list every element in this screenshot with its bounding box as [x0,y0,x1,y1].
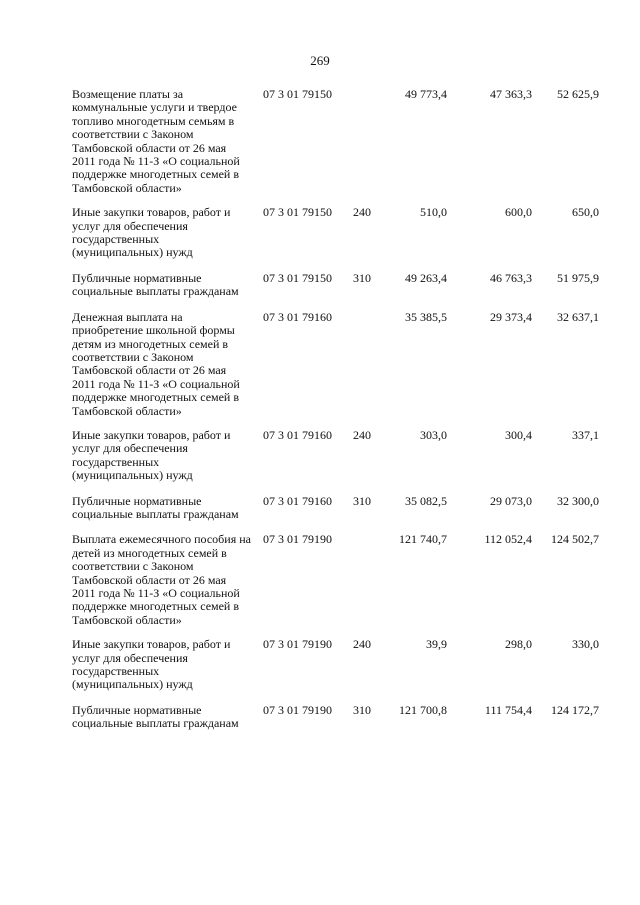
row-expense-type: 240 [353,205,371,220]
row-name: Выплата ежемесячного пособия на детей из многодетных семей в соответствии с Законом Тамбовской области от 26 мая 2011 года № 11-З «О социальной поддержке многодетных семей в Тамбовской области» [72,532,251,627]
row-value-1: 121 740,7 [399,532,447,547]
table-row [72,206,612,260]
row-value-3: 51 975,9 [557,270,599,285]
row-code: 07 3 01 79160 [263,427,332,442]
row-value-2: 46 763,3 [490,270,532,285]
row-code: 07 3 01 79150 [263,270,332,285]
row-code: 07 3 01 79150 [263,87,332,101]
table-row [72,88,612,195]
page-number: 269 [310,53,330,68]
row-name: Иные закупки товаров, работ и услуг для обеспечения государственных (муниципальных) нужд [72,427,231,483]
row-value-3: 330,0 [572,637,599,652]
row-name: Публичные нормативные социальные выплаты гражданам [72,702,239,731]
row-value-2: 112 052,4 [484,532,532,547]
row-value-3: 32 300,0 [557,493,599,508]
row-value-3: 52 625,9 [557,87,599,101]
table-row [72,311,612,418]
row-value-3: 650,0 [572,205,599,220]
row-name: Иные закупки товаров, работ и услуг для обеспечения государственных (муниципальных) нужд [72,637,231,692]
row-expense-type: 240 [353,427,371,442]
row-value-1: 49 263,4 [405,270,447,285]
row-code: 07 3 01 79160 [263,309,332,324]
table-row [72,704,612,731]
row-value-2: 111 754,4 [484,702,532,717]
row-value-1: 510,0 [420,205,447,220]
table-row [72,429,612,483]
row-code: 07 3 01 79150 [263,205,332,220]
row-value-3: 337,1 [572,427,599,442]
row-value-3: 32 637,1 [557,309,599,324]
table-row [72,638,612,692]
row-value-1: 35 385,5 [405,309,447,324]
row-value-1: 35 082,5 [405,493,447,508]
row-name: Публичные нормативные социальные выплаты гражданам [72,493,239,521]
row-expense-type: 240 [353,637,371,652]
row-value-2: 300,4 [505,427,532,442]
row-value-1: 39,9 [426,637,447,652]
row-value-3: 124 172,7 [551,702,599,717]
row-name: Публичные нормативные социальные выплаты гражданам [72,270,239,299]
row-value-1: 303,0 [420,427,447,442]
row-expense-type: 310 [353,493,371,508]
table-row [72,495,612,522]
table-row [72,272,612,299]
row-value-2: 29 373,4 [490,309,532,324]
row-value-2: 29 073,0 [490,493,532,508]
row-code: 07 3 01 79190 [263,532,332,547]
row-value-1: 121 700,8 [399,702,447,717]
row-expense-type: 310 [353,702,371,717]
row-value-2: 47 363,3 [490,87,532,101]
row-value-2: 298,0 [505,637,532,652]
row-value-1: 49 773,4 [405,87,447,101]
row-code: 07 3 01 79160 [263,493,332,508]
row-value-3: 124 502,7 [551,532,599,547]
row-name: Иные закупки товаров, работ и услуг для обеспечения государственных (муниципальных) нужд [72,205,231,260]
row-code: 07 3 01 79190 [263,702,332,717]
row-name: Возмещение платы за коммунальные услуги и твердое топливо многодетным семьям в соответствии с Законом Тамбовской области от 26 мая 2011 года № 11-З «О социальной поддержке многодетных семей в Тамбовской области» [72,87,240,195]
row-expense-type: 310 [353,270,371,285]
table-row [72,533,612,627]
row-code: 07 3 01 79190 [263,637,332,652]
row-name: Денежная выплата на приобретение школьной формы детям из многодетных семей в соответствии с Законом Тамбовской области от 26 мая 2011 года № 11-З «О социальной поддержке многодетных семей в Тамбовской области» [72,309,240,418]
row-value-2: 600,0 [505,205,532,220]
budget-table [72,88,612,731]
